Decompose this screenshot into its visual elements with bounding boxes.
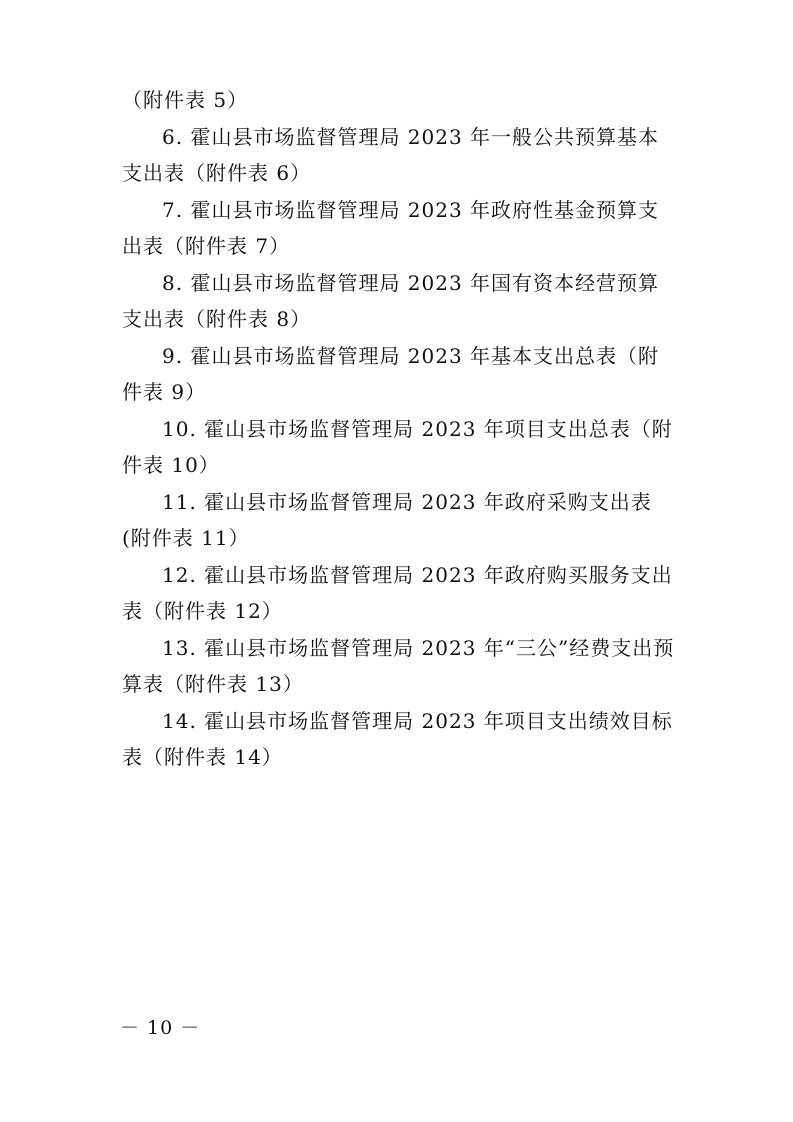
attachment-item-7: 7. 霍山县市场监督管理局 2023 年政府性基金预算支出表（附件表 7） <box>122 197 660 258</box>
attachment-item-6: 6. 霍山县市场监督管理局 2023 年一般公共预算基本支出表（附件表 6） <box>122 124 660 185</box>
attachment-item-9: 9. 霍山县市场监督管理局 2023 年基本支出总表（附件表 9） <box>122 343 660 404</box>
attachment-item-8: 8. 霍山县市场监督管理局 2023 年国有资本经营预算支出表（附件表 8） <box>122 270 660 331</box>
attachment-item-14: 14. 霍山县市场监督管理局 2023 年项目支出绩效目标表（附件表 14） <box>122 708 673 769</box>
attachment-item-5-continuation: （附件表 5） <box>122 88 249 112</box>
attachment-item-13: 13. 霍山县市场监督管理局 2023 年“三公”经费支出预算表（附件表 13） <box>122 635 675 696</box>
page-number: － 10 － <box>120 1017 201 1039</box>
attachment-item-11: 11. 霍山县市场监督管理局 2023 年政府采购支出表(附件表 11） <box>122 489 652 550</box>
attachment-item-12: 12. 霍山县市场监督管理局 2023 年政府购买服务支出表（附件表 12） <box>122 562 673 623</box>
attachment-item-10: 10. 霍山县市场监督管理局 2023 年项目支出总表（附件表 10） <box>122 416 673 477</box>
attachment-list <box>122 82 678 776</box>
